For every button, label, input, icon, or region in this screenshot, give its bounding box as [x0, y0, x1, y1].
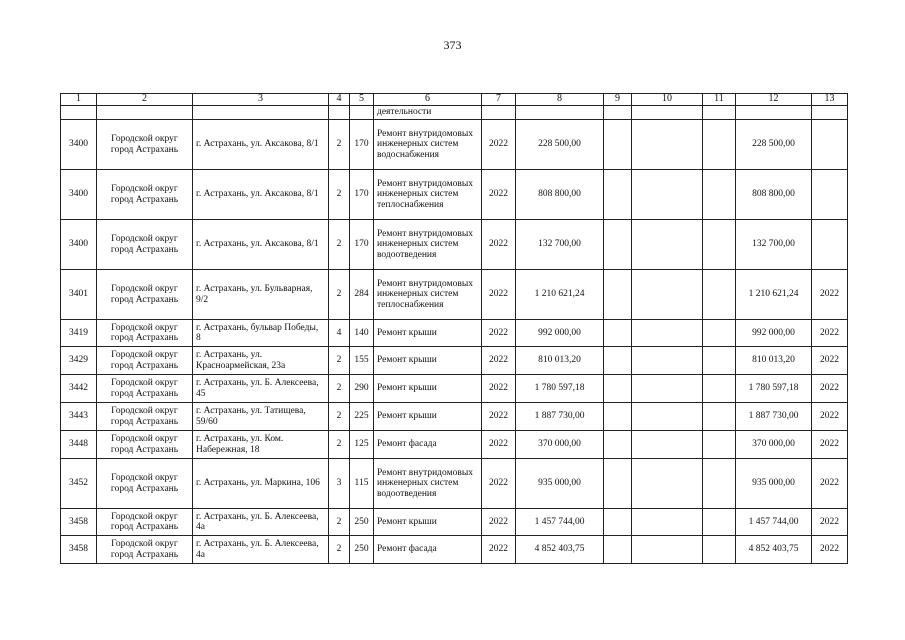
column-number: 12 [736, 94, 812, 106]
column-11-cell [703, 509, 736, 536]
column-12-cost-cell: 1 210 621,24 [736, 270, 812, 320]
work-type-cell: Ремонт крыши [374, 347, 482, 375]
column-12-cost-cell: 228 500,00 [736, 120, 812, 170]
column-9-cell [604, 403, 632, 431]
table-row [61, 536, 848, 564]
column-11-cell [703, 270, 736, 320]
column-13-cell [812, 170, 848, 220]
table-row [61, 459, 848, 509]
column-13-cell: 2022 [812, 320, 848, 347]
year-cell: 2022 [482, 347, 516, 375]
table-row [61, 270, 848, 320]
column-11-cell [703, 536, 736, 564]
column-5-cell: 225 [350, 403, 374, 431]
column-9-cell [604, 431, 632, 459]
column-9-cell [604, 347, 632, 375]
column-12-cost-cell: 4 852 403,75 [736, 536, 812, 564]
column-9-cell [604, 320, 632, 347]
column-5-cell: 250 [350, 509, 374, 536]
municipality-cell: Городской округ город Астрахань [97, 459, 193, 509]
row-number: 3400 [61, 170, 97, 220]
table-row [61, 375, 848, 403]
total-cost-cell: 1 780 597,18 [516, 375, 604, 403]
column-4-cell: 2 [329, 220, 350, 270]
column-number: 8 [516, 94, 604, 106]
column-5-cell: 284 [350, 270, 374, 320]
column-9-cell [604, 536, 632, 564]
work-type-cell: Ремонт фасада [374, 431, 482, 459]
column-4-cell: 2 [329, 347, 350, 375]
column-11-cell [703, 459, 736, 509]
address-cell: г. Астрахань, ул. Красноармейская, 23а [193, 347, 329, 375]
work-type-cell: Ремонт крыши [374, 320, 482, 347]
municipality-cell: Городской округ город Астрахань [97, 536, 193, 564]
work-type-cell: Ремонт крыши [374, 509, 482, 536]
column-10-cell [632, 170, 703, 220]
column-number: 3 [193, 94, 329, 106]
year-cell: 2022 [482, 403, 516, 431]
table-row [61, 431, 848, 459]
table-row [61, 509, 848, 536]
address-cell: г. Астрахань, ул. Б. Алексеева, 4а [193, 509, 329, 536]
row-number: 3419 [61, 320, 97, 347]
column-10-cell [632, 375, 703, 403]
table-row [61, 347, 848, 375]
column-5-cell: 170 [350, 120, 374, 170]
municipality-cell: Городской округ город Астрахань [97, 270, 193, 320]
year-cell: 2022 [482, 375, 516, 403]
column-12-cost-cell: 1 887 730,00 [736, 403, 812, 431]
column-4-cell: 2 [329, 120, 350, 170]
work-type-cell: Ремонт крыши [374, 403, 482, 431]
year-cell: 2022 [482, 431, 516, 459]
column-11-cell [703, 347, 736, 375]
column-10-cell [632, 536, 703, 564]
row-number: 3452 [61, 459, 97, 509]
work-type-cell: Ремонт внутридомовых инженерных систем водоснабжения [374, 120, 482, 170]
row-number: 3458 [61, 536, 97, 564]
column-4-cell: 3 [329, 459, 350, 509]
column-12-cost-cell: 132 700,00 [736, 220, 812, 270]
address-cell: г. Астрахань, бульвар Победы, 8 [193, 320, 329, 347]
column-number: 11 [703, 94, 736, 106]
column-number-row [61, 94, 848, 106]
row-number: 3400 [61, 120, 97, 170]
column-10-cell [632, 431, 703, 459]
column-13-cell: 2022 [812, 403, 848, 431]
column-5-cell: 140 [350, 320, 374, 347]
column-13-cell: 2022 [812, 270, 848, 320]
column-4-cell: 2 [329, 170, 350, 220]
column-11-cell [703, 431, 736, 459]
column-4-cell: 2 [329, 536, 350, 564]
total-cost-cell: 1 210 621,24 [516, 270, 604, 320]
column-12-cost-cell: 808 800,00 [736, 170, 812, 220]
column-11-cell [703, 375, 736, 403]
column-number: 6 [374, 94, 482, 106]
column-12-cost-cell: 935 000,00 [736, 459, 812, 509]
year-cell: 2022 [482, 270, 516, 320]
column-13-cell: 2022 [812, 536, 848, 564]
work-type-cell: Ремонт крыши [374, 375, 482, 403]
column-5-cell: 290 [350, 375, 374, 403]
municipality-cell: Городской округ город Астрахань [97, 220, 193, 270]
address-cell: г. Астрахань, ул. Б. Алексеева, 45 [193, 375, 329, 403]
column-11-cell [703, 220, 736, 270]
year-cell: 2022 [482, 459, 516, 509]
column-5-cell: 170 [350, 170, 374, 220]
total-cost-cell: 370 000,00 [516, 431, 604, 459]
column-9-cell [604, 220, 632, 270]
table-row [61, 170, 848, 220]
year-cell: 2022 [482, 320, 516, 347]
address-cell: г. Астрахань, ул. Маркина, 106 [193, 459, 329, 509]
column-10-cell [632, 220, 703, 270]
total-cost-cell: 1 887 730,00 [516, 403, 604, 431]
column-number: 4 [329, 94, 350, 106]
row-number: 3400 [61, 220, 97, 270]
column-5-cell: 250 [350, 536, 374, 564]
address-cell: г. Астрахань, ул. Ком. Набережная, 18 [193, 431, 329, 459]
column-10-cell [632, 403, 703, 431]
column-10-cell [632, 459, 703, 509]
table-body [61, 94, 848, 564]
address-cell: г. Астрахань, ул. Аксакова, 8/1 [193, 220, 329, 270]
row-number: 3448 [61, 431, 97, 459]
column-10-cell [632, 120, 703, 170]
address-cell: г. Астрахань, ул. Б. Алексеева, 4а [193, 536, 329, 564]
column-number: 13 [812, 94, 848, 106]
column-9-cell [604, 375, 632, 403]
page-number: 373 [443, 38, 462, 52]
year-cell: 2022 [482, 536, 516, 564]
municipality-cell: Городской округ город Астрахань [97, 509, 193, 536]
work-type-cell: Ремонт внутридомовых инженерных систем теплоснабжения [374, 170, 482, 220]
total-cost-cell: 132 700,00 [516, 220, 604, 270]
row-number: 3401 [61, 270, 97, 320]
column-13-cell: 2022 [812, 459, 848, 509]
table-row [61, 120, 848, 170]
column-number: 7 [482, 94, 516, 106]
work-type-cell: Ремонт фасада [374, 536, 482, 564]
column-13-cell [812, 220, 848, 270]
column-4-cell: 4 [329, 320, 350, 347]
work-type-cell: Ремонт внутридомовых инженерных систем водоотведения [374, 459, 482, 509]
total-cost-cell: 228 500,00 [516, 120, 604, 170]
column-13-cell: 2022 [812, 375, 848, 403]
column-9-cell [604, 170, 632, 220]
column-number: 1 [61, 94, 97, 106]
column-12-cost-cell: 1 457 744,00 [736, 509, 812, 536]
capital-repair-table [60, 93, 848, 564]
column-13-cell: 2022 [812, 347, 848, 375]
column-11-cell [703, 170, 736, 220]
total-cost-cell: 808 800,00 [516, 170, 604, 220]
column-9-cell [604, 270, 632, 320]
municipality-cell: Городской округ город Астрахань [97, 347, 193, 375]
work-type-cell: Ремонт внутридомовых инженерных систем водоотведения [374, 220, 482, 270]
address-cell: г. Астрахань, ул. Аксакова, 8/1 [193, 120, 329, 170]
column-4-cell: 2 [329, 509, 350, 536]
column-number: 5 [350, 94, 374, 106]
municipality-cell: Городской округ город Астрахань [97, 403, 193, 431]
address-cell: г. Астрахань, ул. Аксакова, 8/1 [193, 170, 329, 220]
year-cell: 2022 [482, 170, 516, 220]
row-number: 3442 [61, 375, 97, 403]
column-12-cost-cell: 1 780 597,18 [736, 375, 812, 403]
continuation-text: деятельности [374, 106, 482, 120]
total-cost-cell: 1 457 744,00 [516, 509, 604, 536]
total-cost-cell: 810 013,20 [516, 347, 604, 375]
address-cell: г. Астрахань, ул. Татищева, 59/60 [193, 403, 329, 431]
municipality-cell: Городской округ город Астрахань [97, 170, 193, 220]
column-5-cell: 115 [350, 459, 374, 509]
column-10-cell [632, 270, 703, 320]
column-12-cost-cell: 370 000,00 [736, 431, 812, 459]
column-4-cell: 2 [329, 270, 350, 320]
column-9-cell [604, 509, 632, 536]
column-12-cost-cell: 810 013,20 [736, 347, 812, 375]
column-5-cell: 125 [350, 431, 374, 459]
column-number: 9 [604, 94, 632, 106]
column-9-cell [604, 459, 632, 509]
municipality-cell: Городской округ город Астрахань [97, 120, 193, 170]
column-4-cell: 2 [329, 431, 350, 459]
municipality-cell: Городской округ город Астрахань [97, 375, 193, 403]
total-cost-cell: 992 000,00 [516, 320, 604, 347]
municipality-cell: Городской округ город Астрахань [97, 431, 193, 459]
row-number: 3429 [61, 347, 97, 375]
municipality-cell: Городской округ город Астрахань [97, 320, 193, 347]
row-number: 3458 [61, 509, 97, 536]
column-13-cell [812, 120, 848, 170]
column-13-cell: 2022 [812, 509, 848, 536]
column-11-cell [703, 120, 736, 170]
row-number: 3443 [61, 403, 97, 431]
continuation-row [61, 106, 848, 120]
total-cost-cell: 4 852 403,75 [516, 536, 604, 564]
total-cost-cell: 935 000,00 [516, 459, 604, 509]
work-type-cell: Ремонт внутридомовых инженерных систем теплоснабжения [374, 270, 482, 320]
year-cell: 2022 [482, 120, 516, 170]
address-cell: г. Астрахань, ул. Бульварная, 9/2 [193, 270, 329, 320]
table-row [61, 220, 848, 270]
column-12-cost-cell: 992 000,00 [736, 320, 812, 347]
column-10-cell [632, 509, 703, 536]
column-number: 10 [632, 94, 703, 106]
column-10-cell [632, 347, 703, 375]
table-row [61, 320, 848, 347]
column-5-cell: 170 [350, 220, 374, 270]
column-13-cell: 2022 [812, 431, 848, 459]
column-4-cell: 2 [329, 403, 350, 431]
column-9-cell [604, 120, 632, 170]
year-cell: 2022 [482, 509, 516, 536]
table-row [61, 403, 848, 431]
column-11-cell [703, 320, 736, 347]
year-cell: 2022 [482, 220, 516, 270]
column-4-cell: 2 [329, 375, 350, 403]
column-10-cell [632, 320, 703, 347]
column-number: 2 [97, 94, 193, 106]
column-11-cell [703, 403, 736, 431]
column-5-cell: 155 [350, 347, 374, 375]
